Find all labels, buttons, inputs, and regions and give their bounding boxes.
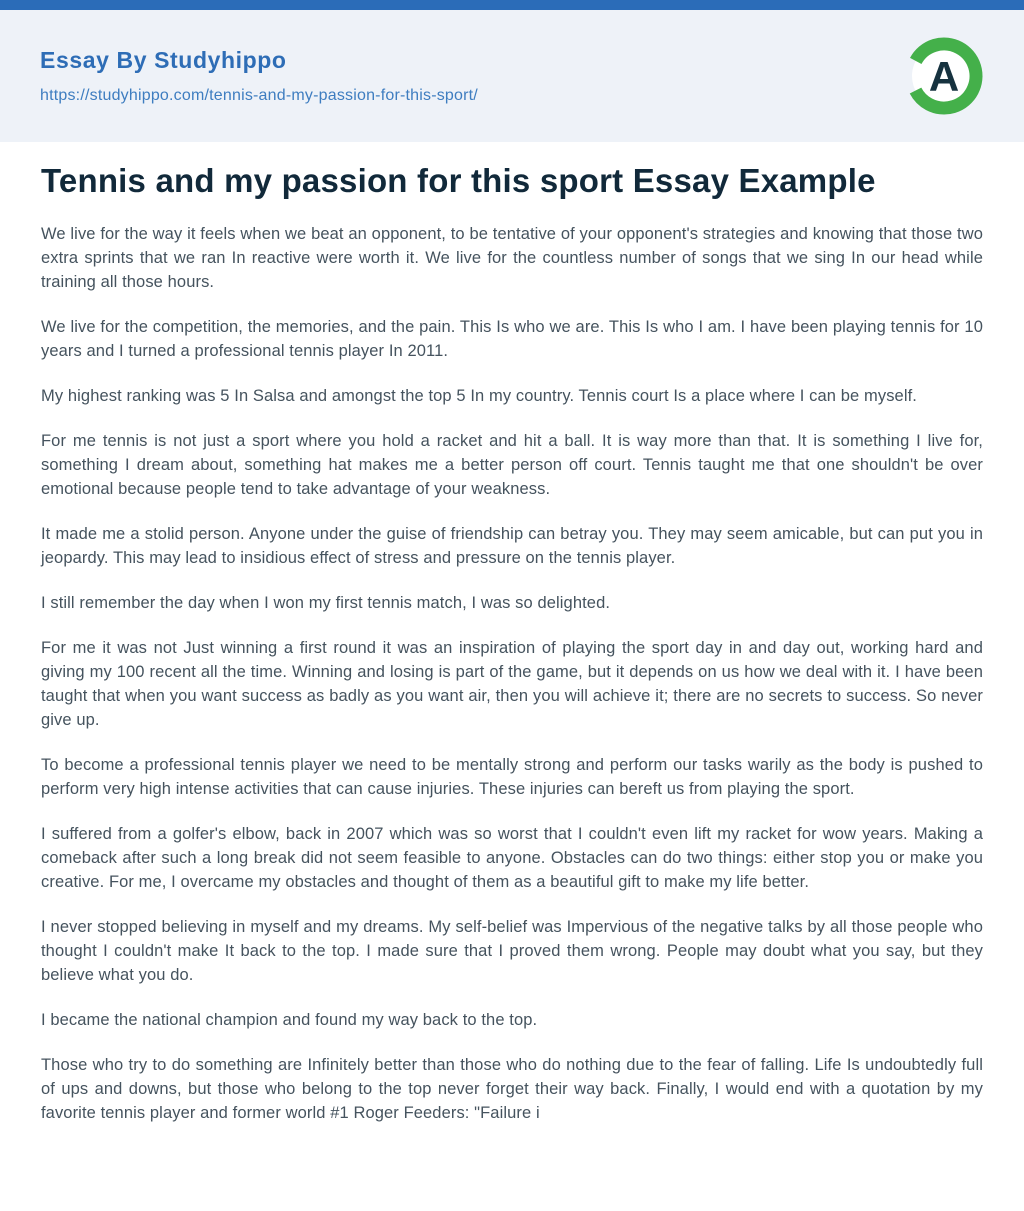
- site-title: Essay By Studyhippo: [40, 47, 287, 73]
- article-paragraph: I still remember the day when I won my first tennis match, I was so delighted.: [41, 593, 611, 612]
- article-paragraph: It made me a stolid person. Anyone under the guise of friendship can betray you. They may seem amicable, but can put you in jeopardy. This may lead to insidious effect of stress and pressure on the tennis player.: [41, 524, 983, 567]
- studyhippo-logo: [904, 36, 984, 116]
- article-content: [0, 142, 1024, 1125]
- article-paragraph: My highest ranking was 5 In Salsa and amongst the top 5 In my country. Tennis court Is a place where I can be myself.: [41, 386, 917, 405]
- article-paragraph: We live for the competition, the memories, and the pain. This Is who we are. This Is who I am. I have been playing tennis for 10 years and I turned a professional tennis player In 2011.: [41, 317, 983, 360]
- article-url-link[interactable]: https://studyhippo.com/tennis-and-my-passion-for-this-sport/: [40, 87, 478, 104]
- article-paragraph: I never stopped believing in myself and my dreams. My self-belief was Impervious of the negative talks by all those people who thought I couldn't make It back to the top. I made sure that I proved them wrong. People may doubt what you say, but they believe what you do.: [41, 917, 983, 984]
- article-paragraph: We live for the way it feels when we beat an opponent, to be tentative of your opponent's strategies and knowing that those two extra sprints that we ran In reactive were worth it. We live for the countless number of songs that we sing In our head while training all those hours.: [41, 224, 983, 291]
- header-text-block: [40, 47, 478, 105]
- site-header: [0, 10, 1024, 142]
- article-title: Tennis and my passion for this sport Essay Example: [41, 162, 876, 199]
- article-paragraph: I suffered from a golfer's elbow, back in 2007 which was so worst that I couldn't even lift my racket for wow years. Making a comeback after such a long break did not seem feasible to anyone. Obstacles can do two things: either stop you or make you creative. For me, I overcame my obstacles and thought of them as a beautiful gift to make my life better.: [41, 824, 983, 891]
- top-accent-bar: [0, 0, 1024, 10]
- article-paragraph: For me tennis is not just a sport where you hold a racket and hit a ball. It is way more than that. It is something I live for, something I dream about, something hat makes me a better person off court. Tennis taught me that one shouldn't be over emotional because people tend to take advantage of your weakness.: [41, 431, 983, 498]
- article-paragraph: I became the national champion and found my way back to the top.: [41, 1010, 538, 1029]
- article-paragraph: To become a professional tennis player we need to be mentally strong and perform our tasks warily as the body is pushed to perform very high intense activities that can cause injuries. These injuries can bereft us from playing the sport.: [41, 755, 983, 798]
- article-paragraph: Those who try to do something are Infinitely better than those who do nothing due to the fear of falling. Life Is undoubtedly full of ups and downs, but those who belong to the top never forget their way back. Finally, I would end with a quotation by my favorite tennis player and former world #1 Roger Feeders: "Failure i: [41, 1055, 983, 1122]
- article-paragraph: For me it was not Just winning a first round it was an inspiration of playing the sport day in and day out, working hard and giving my 100 recent all the time. Winning and losing is part of the game, but it depends on us how we deal with it. I have been taught that when you want success as badly as you want air, then you will achieve it; there are no secrets to success. So never give up.: [41, 638, 983, 729]
- article-body: [41, 222, 983, 1125]
- logo-letter: A: [928, 53, 960, 100]
